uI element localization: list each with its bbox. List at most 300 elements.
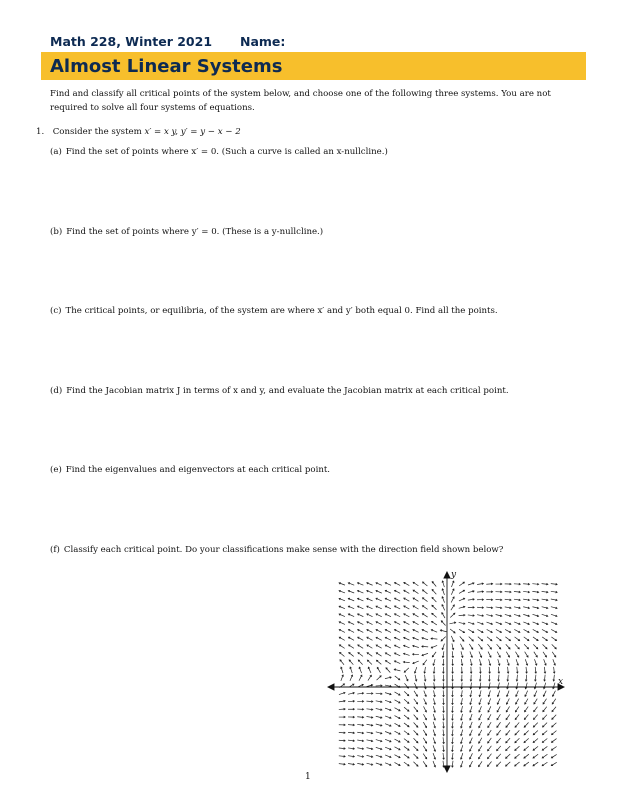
direction-arrow [523, 583, 529, 585]
direction-arrow [542, 637, 547, 641]
direction-arrow [339, 763, 345, 765]
direction-arrow [479, 738, 482, 744]
direction-arrow [479, 714, 482, 720]
direction-arrow [348, 637, 354, 640]
direction-arrow [506, 691, 509, 697]
direction-arrow [339, 708, 345, 710]
direction-arrow [542, 754, 547, 758]
direction-arrow [535, 667, 537, 673]
direction-arrow [533, 629, 539, 632]
direction-arrow [404, 691, 409, 695]
direction-arrow [423, 714, 426, 720]
direction-arrow [515, 754, 520, 758]
direction-arrow [515, 652, 518, 657]
direction-arrow [507, 659, 509, 665]
direction-arrow [385, 582, 391, 585]
direction-arrow [357, 692, 363, 694]
direction-arrow [497, 652, 500, 658]
direction-arrow [358, 645, 363, 648]
direction-arrow [524, 754, 529, 758]
part-text: Find the eigenvalues and eigenvectors at each critical point. [65, 465, 331, 475]
direction-arrow [423, 660, 427, 665]
direction-arrow [533, 644, 537, 649]
direction-arrow [542, 599, 548, 601]
x-axis-arrow-left [328, 684, 334, 690]
direction-arrow [394, 669, 400, 671]
direction-arrow [551, 747, 556, 751]
direction-arrow [459, 598, 465, 601]
direction-arrow [488, 706, 491, 712]
part-a [50, 147, 388, 157]
direction-arrow [506, 730, 510, 735]
direction-arrow [385, 653, 391, 656]
direction-arrow [376, 590, 382, 593]
direction-arrow [348, 763, 354, 765]
direction-arrow [376, 716, 382, 718]
direction-arrow [404, 668, 409, 672]
direction-arrow [461, 690, 463, 696]
direction-arrow [394, 645, 400, 648]
direction-arrow [433, 714, 435, 720]
direction-arrow [533, 746, 538, 750]
direction-arrow [516, 691, 519, 697]
direction-arrow [525, 652, 528, 657]
question-system: x′ = x y, y′ = y − x − 2 [144, 127, 241, 137]
direction-arrow [486, 622, 492, 625]
direction-arrow [349, 652, 354, 656]
direction-arrow [376, 693, 382, 695]
direction-arrow [413, 762, 418, 766]
direction-arrow [477, 583, 483, 585]
direction-arrow [470, 706, 472, 712]
direction-arrow [479, 722, 482, 728]
direction-arrow [376, 685, 382, 687]
direction-arrow [497, 714, 500, 719]
direction-arrow [496, 762, 500, 767]
direction-arrow [367, 724, 373, 726]
direction-arrow [552, 707, 556, 712]
direction-arrow [422, 598, 427, 602]
direction-arrow [413, 754, 418, 759]
direction-arrow [376, 637, 382, 640]
direction-arrow [414, 691, 417, 696]
direction-arrow [385, 724, 391, 727]
direction-arrow [514, 583, 520, 585]
direction-arrow [413, 606, 418, 609]
direction-arrow [480, 659, 482, 665]
direction-arrow [515, 730, 519, 735]
direction-arrow [552, 644, 557, 648]
direction-arrow [542, 731, 547, 735]
direction-arrow [358, 622, 364, 625]
direction-arrow [443, 753, 445, 759]
direction-arrow [487, 629, 493, 632]
direction-arrow [377, 667, 380, 673]
direction-arrow [357, 708, 363, 710]
direction-arrow [367, 622, 373, 625]
direction-arrow [341, 675, 344, 681]
direction-arrow [497, 730, 501, 735]
direction-arrow [515, 715, 519, 720]
direction-arrow [459, 590, 465, 593]
direction-arrow [451, 605, 455, 610]
direction-arrow [413, 661, 419, 664]
direction-arrow [385, 598, 391, 601]
direction-arrow [532, 583, 538, 585]
direction-arrow [358, 637, 364, 640]
direction-arrow [357, 700, 363, 702]
direction-arrow [479, 652, 482, 658]
direction-arrow [468, 629, 474, 632]
direction-arrow [525, 683, 527, 689]
direction-arrow [367, 614, 373, 617]
direction-arrow [367, 740, 373, 742]
direction-arrow [339, 598, 345, 601]
direction-arrow [506, 754, 511, 758]
direction-arrow [477, 607, 483, 609]
direction-arrow [543, 683, 545, 689]
direction-arrow [515, 738, 520, 742]
direction-arrow [431, 638, 437, 640]
direction-arrow [452, 737, 454, 743]
direction-arrow [357, 732, 363, 734]
direction-arrow [551, 607, 557, 609]
direction-arrow [488, 730, 492, 735]
direction-arrow [477, 591, 483, 593]
direction-arrow [404, 731, 409, 735]
direction-arrow [376, 732, 382, 734]
part-d [50, 386, 509, 396]
direction-arrow [506, 746, 511, 751]
direction-arrow [422, 582, 427, 586]
direction-arrow [459, 622, 465, 624]
direction-arrow [461, 651, 463, 657]
direction-arrow [452, 722, 454, 728]
direction-arrow [514, 607, 520, 609]
direction-arrow [470, 690, 472, 696]
direction-arrow [452, 675, 454, 681]
direction-arrow [367, 660, 372, 664]
direction-arrow [443, 706, 445, 712]
direction-arrow [423, 761, 427, 766]
direction-arrow [404, 614, 410, 617]
direction-arrow [525, 675, 527, 681]
direction-arrow [544, 667, 546, 673]
intro-paragraph: Find and classify all critical points of the system below, and choose one of the following three systems. You are not required to solve all four systems of equations. [50, 89, 551, 113]
direction-arrow [414, 730, 418, 735]
direction-arrow [339, 755, 345, 757]
direction-arrow [525, 707, 529, 712]
direction-arrow [442, 659, 444, 665]
direction-arrow [514, 629, 520, 632]
direction-arrow [348, 583, 354, 586]
direction-arrow [442, 651, 444, 657]
direction-arrow [525, 699, 528, 705]
direction-arrow [533, 715, 537, 720]
direction-arrow [515, 762, 520, 766]
direction-arrow [386, 668, 390, 673]
direction-arrow [395, 676, 400, 680]
direction-arrow [487, 637, 492, 641]
part-text: Find the Jacobian matrix J in terms of x and y, and evaluate the Jacobian matrix at each critical point. [66, 386, 509, 396]
direction-arrow [497, 746, 501, 751]
part-label: (b) [50, 227, 63, 237]
direction-arrow [442, 605, 445, 611]
direction-arrow [366, 701, 372, 703]
direction-arrow [523, 614, 529, 616]
direction-arrow [376, 724, 382, 726]
direction-arrow [413, 637, 419, 640]
direction-arrow [358, 606, 364, 609]
direction-arrow [505, 622, 511, 625]
direction-arrow [533, 723, 537, 728]
direction-arrow [422, 629, 428, 632]
direction-arrow [376, 701, 382, 703]
direction-arrow [461, 698, 463, 704]
direction-arrow [551, 739, 556, 743]
direction-arrow [413, 653, 419, 655]
direction-arrow [348, 708, 354, 710]
direction-arrow [433, 745, 436, 751]
direction-arrow [433, 675, 435, 681]
direction-arrow [404, 582, 410, 585]
direction-arrow [349, 660, 353, 665]
direction-arrow [498, 659, 500, 665]
direction-arrow [431, 645, 437, 648]
direction-arrow [470, 730, 473, 736]
direction-arrow [339, 740, 345, 742]
direction-arrow [394, 606, 400, 609]
direction-arrow [552, 715, 556, 720]
direction-arrow [451, 589, 454, 595]
direction-arrow [461, 667, 463, 673]
direction-arrow [543, 699, 546, 704]
direction-arrow [357, 724, 363, 726]
direction-arrow [422, 637, 428, 639]
direction-arrow [433, 683, 435, 689]
direction-arrow [534, 683, 536, 689]
direction-arrow [367, 732, 373, 734]
direction-arrow [367, 582, 373, 585]
direction-arrow [385, 637, 391, 640]
direction-arrow [542, 591, 548, 593]
direction-arrow [506, 738, 510, 743]
direction-arrow [524, 738, 529, 742]
direction-arrow [468, 606, 474, 608]
direction-arrow [514, 622, 520, 625]
direction-arrow [468, 591, 474, 593]
direction-arrow [505, 591, 511, 593]
direction-arrow [469, 761, 472, 767]
direction-arrow [505, 614, 511, 616]
direction-arrow [478, 761, 482, 766]
direction-arrow [498, 675, 500, 681]
direction-arrow [470, 667, 472, 673]
direction-arrow [470, 698, 472, 704]
direction-arrow [376, 755, 382, 757]
direction-arrow [488, 714, 491, 720]
part-text: The critical points, or equilibria, of the system are where x′ and y′ both equal 0. Find all the points. [65, 306, 498, 316]
direction-arrow [376, 629, 382, 632]
direction-arrow [404, 754, 409, 758]
direction-arrow [368, 675, 372, 680]
direction-arrow [486, 591, 492, 593]
direction-arrow [460, 745, 462, 751]
direction-arrow [469, 753, 472, 759]
direction-arrow [434, 690, 436, 696]
direction-arrow [339, 732, 345, 734]
direction-arrow [367, 763, 373, 765]
part-f [50, 545, 503, 555]
direction-arrow [405, 675, 408, 681]
direction-arrow [488, 698, 491, 704]
direction-arrow [404, 707, 409, 711]
direction-arrow [413, 622, 419, 625]
direction-arrow [452, 706, 454, 712]
direction-arrow [533, 731, 538, 735]
direction-arrow [506, 722, 510, 727]
direction-arrow [496, 615, 502, 617]
direction-arrow [487, 754, 491, 759]
direction-arrow [413, 598, 418, 601]
direction-arrow [414, 699, 418, 704]
direction-arrow [496, 629, 502, 632]
direction-arrow [339, 583, 345, 586]
direction-arrow [468, 598, 474, 600]
direction-arrow [450, 629, 455, 633]
direction-arrow [394, 653, 400, 656]
direction-arrow [460, 730, 462, 736]
direction-arrow [470, 651, 473, 657]
direction-arrow [486, 615, 492, 617]
direction-arrow [551, 629, 557, 632]
direction-arrow [452, 659, 454, 665]
direction-arrow [533, 614, 539, 616]
direction-arrow [348, 598, 354, 601]
direction-arrow [376, 747, 382, 749]
direction-arrow [543, 652, 547, 657]
direction-arrow [486, 607, 492, 609]
direction-arrow [385, 629, 391, 632]
direction-arrow [442, 597, 445, 603]
part-label: (f) [50, 545, 60, 555]
direction-arrow [461, 706, 463, 712]
direction-arrow [357, 716, 363, 718]
direction-arrow [505, 583, 511, 585]
direction-arrow [544, 675, 546, 681]
direction-arrow [551, 622, 557, 625]
direction-arrow [367, 598, 373, 601]
direction-arrow [404, 606, 410, 609]
direction-arrow [543, 691, 546, 697]
direction-arrow [532, 607, 538, 609]
direction-arrow [516, 675, 518, 681]
direction-arrow [424, 667, 426, 673]
direction-arrow [349, 645, 354, 648]
direction-arrow [542, 739, 547, 743]
direction-arrow [506, 644, 510, 649]
direction-arrow [350, 675, 353, 681]
direction-arrow [452, 643, 454, 649]
direction-arrow [376, 606, 382, 609]
direction-arrow [459, 606, 465, 608]
direction-arrow [441, 621, 445, 626]
direction-arrow [339, 629, 345, 632]
part-text: Find the set of points where x′ = 0. (Such a curve is called an x-nullcline.) [65, 147, 388, 157]
direction-arrow [366, 693, 372, 695]
direction-arrow [488, 652, 491, 658]
direction-arrow [505, 599, 511, 601]
direction-arrow [543, 644, 548, 649]
direction-arrow [423, 754, 427, 759]
direction-arrow [348, 716, 354, 718]
direction-arrow [543, 707, 547, 712]
direction-arrow [442, 667, 444, 673]
direction-arrow [413, 590, 418, 593]
direction-arrow [452, 667, 454, 673]
direction-arrow [414, 738, 418, 743]
direction-arrow [433, 753, 436, 759]
direction-arrow [459, 614, 465, 616]
direction-arrow [395, 700, 401, 703]
direction-arrow [552, 691, 555, 697]
direction-arrow [506, 652, 509, 658]
direction-arrow [443, 690, 445, 696]
direction-arrow [404, 629, 410, 632]
direction-arrow [433, 659, 435, 665]
direction-arrow [479, 667, 481, 673]
direction-arrow [551, 599, 557, 601]
direction-arrow [367, 748, 373, 750]
direction-arrow [404, 699, 409, 703]
direction-arrow [487, 762, 491, 767]
direction-arrow [376, 653, 381, 656]
direction-arrow [542, 723, 547, 727]
direction-arrow [367, 637, 373, 640]
direction-arrow [477, 599, 483, 601]
direction-arrow [432, 652, 436, 657]
direction-arrow [385, 645, 391, 648]
direction-arrow [348, 732, 354, 734]
direction-arrow [376, 763, 382, 765]
direction-arrow [423, 730, 426, 735]
direction-arrow [367, 629, 373, 632]
direction-arrow [339, 614, 345, 617]
direction-arrow [478, 644, 482, 649]
y-axis-label: y [451, 570, 457, 580]
direction-arrow [385, 660, 390, 664]
direction-arrow [524, 637, 529, 641]
direction-arrow [516, 683, 518, 689]
direction-arrow [516, 659, 518, 665]
direction-arrow [376, 708, 382, 710]
direction-arrow [376, 622, 382, 625]
direction-arrow [394, 762, 400, 765]
direction-arrow [432, 605, 437, 609]
direction-arrow [461, 722, 463, 728]
direction-arrow [367, 684, 373, 686]
direction-arrow [496, 599, 502, 601]
direction-arrow [348, 724, 354, 726]
direction-arrow [461, 683, 463, 689]
direction-arrow [358, 653, 363, 657]
direction-arrow [497, 738, 501, 743]
direction-arrow [542, 762, 547, 766]
direction-arrow [415, 675, 417, 681]
direction-arrow [506, 714, 510, 719]
direction-arrow [368, 667, 371, 673]
direction-arrow [348, 622, 354, 625]
